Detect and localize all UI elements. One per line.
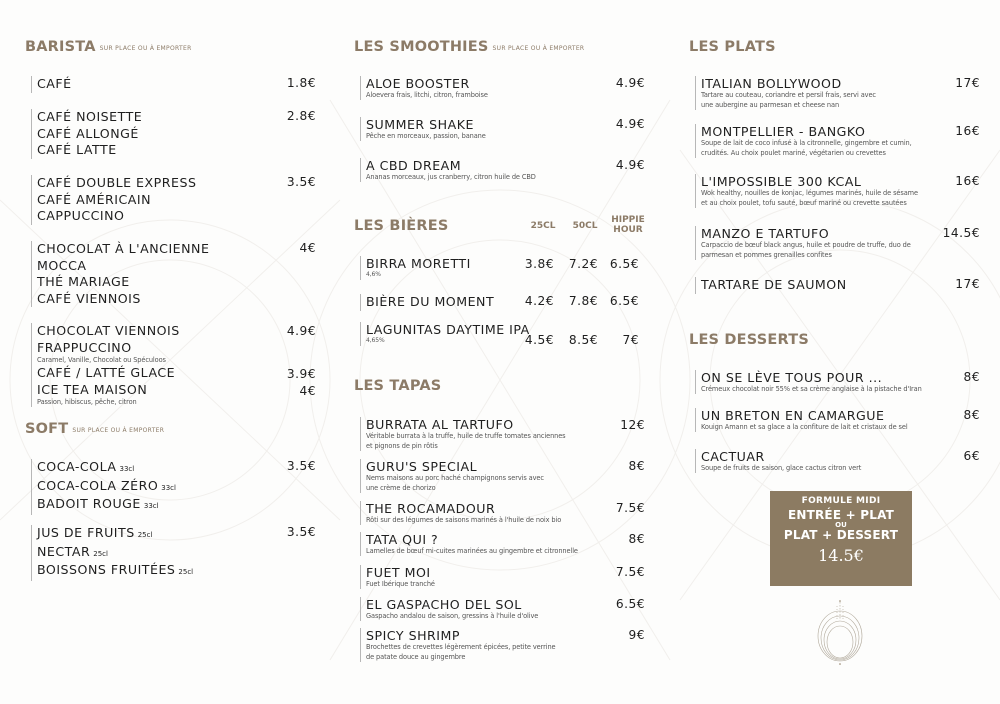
item-description: crudités. Au choix poulet mariné, végétarien ou crevettes: [701, 148, 886, 157]
price: 16€: [955, 174, 980, 188]
item-description: Pêche en morceaux, passion, banane: [366, 131, 486, 140]
item-description: Rôti sur des légumes de saisons marinés à l'huile de noix bio: [366, 515, 562, 524]
price: 6€: [963, 449, 980, 463]
price: 3.5€: [286, 175, 316, 189]
column-header-hippie-hour: HIPPIE HOUR: [611, 215, 645, 235]
item-name: ALOE BOOSTER: [366, 76, 470, 91]
menu-item: MOCCA: [37, 257, 87, 273]
tapas-item: [360, 532, 578, 556]
item-description: Lamelles de bœuf mi-cuites marinées au gingembre et citronnelle: [366, 546, 578, 555]
plat-item: [695, 124, 912, 158]
item-name: SUMMER SHAKE: [366, 117, 474, 132]
tapas-item: [360, 501, 561, 525]
column-header-25cl: 25CL: [530, 221, 556, 231]
menu-item: COCA-COLA ZÉRO 33cl: [37, 477, 176, 493]
tapas-item: [360, 628, 556, 662]
soft-subtitle: SUR PLACE OU À EMPORTER: [72, 427, 165, 434]
price-hippie-hour: 7€: [622, 333, 639, 347]
price-25cl: 4.5€: [524, 333, 554, 347]
barista-heading: [25, 39, 192, 55]
smoothie-item: [360, 117, 486, 141]
item-description: Tartare au couteau, coriandre et persil frais, servi avec: [701, 90, 876, 99]
menu-item: CAFÉ ALLONGÉ: [37, 125, 139, 141]
barista-group-4: [31, 241, 209, 307]
item-name: A CBD DREAM: [366, 158, 462, 173]
price: 8€: [628, 459, 645, 473]
smoothies-heading: [354, 39, 584, 55]
formule-midi-box: [770, 491, 912, 586]
soft-title: SOFT: [25, 421, 69, 437]
formule-title: FORMULE MIDI: [801, 496, 881, 506]
price: 1.8€: [286, 76, 316, 90]
price: 8€: [628, 532, 645, 546]
item-description: Fuet Ibérique tranché: [366, 579, 435, 588]
item-description: Caramel, Vanille, Chocolat ou Spéculoos: [37, 356, 166, 364]
barista-group-2: [31, 109, 142, 159]
beer-item: [360, 294, 494, 311]
price: 4€: [299, 241, 316, 255]
item-name: BIÈRE DU MOMENT: [366, 294, 495, 309]
smoothies-title: LES SMOOTHIES: [354, 39, 489, 55]
price: 12€: [620, 418, 645, 432]
soft-group-2: [31, 525, 193, 581]
dessert-item: [695, 408, 908, 432]
smoothie-item: [360, 76, 488, 100]
item-name: CACTUAR: [701, 449, 765, 464]
item-name: MANZO E TARTUFO: [701, 226, 830, 241]
price-50cl: 7.8€: [568, 294, 598, 308]
price: 16€: [955, 124, 980, 138]
bieres-heading: LES BIÈRES: [354, 218, 449, 234]
item-description: Crémeux chocolat noir 55% et sa crème anglaise à la pistache d'Iran: [701, 384, 922, 393]
item-abv: 4,6%: [366, 270, 381, 278]
item-name: MONTPELLIER - BANGKO: [701, 124, 866, 139]
smoothies-subtitle: SUR PLACE OU À EMPORTER: [492, 45, 585, 52]
price: 2.8€: [286, 109, 316, 123]
price-hippie-hour: 6.5€: [609, 257, 639, 271]
column-header-50cl: 50CL: [572, 221, 598, 231]
item-name: LAGUNITAS DAYTIME IPA: [366, 322, 530, 337]
menu-item: COCA-COLA 33cl: [37, 459, 135, 474]
tapas-item: [360, 459, 544, 493]
menu-item: CAFÉ: [37, 76, 72, 91]
tapas-item: [360, 597, 538, 621]
desserts-heading: LES DESSERTS: [689, 332, 809, 348]
item-description: Passion, hibiscus, pêche, citron: [37, 398, 137, 406]
formule-price: 14.5€: [818, 546, 864, 565]
menu-item: ICE TEA MAISON: [37, 381, 148, 397]
price: 8€: [963, 408, 980, 422]
barista-group-1: [31, 76, 72, 93]
smoothie-item: [360, 158, 536, 182]
price: 17€: [955, 277, 980, 291]
price: 14.5€: [942, 226, 980, 240]
price: 4.9€: [615, 117, 645, 131]
menu-item: FRAPPUCCINO: [37, 339, 132, 355]
menu-item: BADOIT ROUGE 33cl: [37, 496, 159, 511]
price: 3.9€: [286, 367, 316, 381]
barista-group-3: [31, 175, 196, 225]
plat-item: [695, 174, 918, 208]
item-name: TATA QUI ?: [366, 532, 439, 547]
price: 9€: [628, 628, 645, 642]
price-hippie-hour: 6.5€: [609, 294, 639, 308]
tapas-item: [360, 417, 566, 451]
item-name: ITALIAN BOLLYWOOD: [701, 76, 842, 91]
tapas-item: [360, 565, 435, 589]
item-description: Gaspacho andalou de saison, gressins à l'huile d'olive: [366, 611, 539, 620]
price-50cl: 7.2€: [568, 257, 598, 271]
item-description: et au choix poulet, tofu sauté, bœuf mariné ou crevette sautées: [701, 198, 907, 207]
item-description: Carpaccio de bœuf black angus, huile et poudre de truffe, duo de: [701, 240, 911, 249]
item-name: GURU'S SPECIAL: [366, 459, 478, 474]
formule-or: OU: [835, 521, 847, 529]
item-name: EL GASPACHO DEL SOL: [366, 597, 522, 612]
price: 7.5€: [615, 565, 645, 579]
price-25cl: 3.8€: [524, 257, 554, 271]
barista-subtitle: SUR PLACE OU À EMPORTER: [99, 45, 192, 52]
item-abv: 4,65%: [366, 336, 385, 344]
menu-item: CHOCOLAT À L'ANCIENNE: [37, 241, 210, 256]
price: 17€: [955, 76, 980, 90]
beer-item: [360, 322, 530, 346]
plats-heading: LES PLATS: [689, 39, 776, 55]
item-name: UN BRETON EN CAMARGUE: [701, 408, 885, 423]
price: 6.5€: [615, 597, 645, 611]
item-description: Aloevera frais, litchi, citron, framboise: [366, 90, 488, 99]
menu-item: CAFÉ DOUBLE EXPRESS: [37, 175, 197, 190]
item-description: une crème de chorizo: [366, 483, 436, 492]
plat-item: [695, 76, 876, 110]
item-description: Wok healthy, nouilles de konjac, légumes marinés, huile de sésame: [701, 188, 918, 197]
price: 4.9€: [615, 76, 645, 90]
plat-item: [695, 226, 911, 260]
price: 4.9€: [286, 324, 316, 338]
menu-item: CAFÉ NOISETTE: [37, 109, 143, 124]
formule-line-2: PLAT + DESSERT: [783, 528, 899, 542]
item-description: Soupe de lait de coco infusé à la citronnelle, gingembre et cumin,: [701, 138, 912, 147]
menu-item: BOISSONS FRUITÉES 25cl: [37, 562, 194, 577]
item-name: BIRRA MORETTI: [366, 256, 471, 271]
menu-item: CAFÉ LATTE: [37, 142, 117, 157]
beer-item: [360, 256, 471, 280]
item-description: Nems maisons au porc haché champignons servis avec: [366, 473, 544, 482]
soft-group-1: [31, 459, 176, 515]
menu-item: CHOCOLAT VIENNOIS: [37, 323, 180, 338]
item-description: Brochettes de crevettes légèrement épicées, petite verrine: [366, 642, 556, 651]
item-name: SPICY SHRIMP: [366, 628, 460, 643]
concentric-circles-logo-icon: [810, 598, 870, 666]
menu-item: THÉ MARIAGE: [37, 274, 130, 289]
item-description: parmesan et pommes grenailles confites: [701, 250, 832, 259]
item-description: Ananas morceaux, jus cranberry, citron huile de CBD: [366, 172, 536, 181]
barista-group-5: [31, 323, 180, 407]
item-name: FUET MOI: [366, 565, 431, 580]
barista-title: BARISTA: [25, 39, 96, 55]
price-50cl: 8.5€: [568, 333, 598, 347]
item-name: ON SE LÈVE TOUS POUR ...: [701, 370, 883, 385]
menu-item: NECTAR 25cl: [37, 543, 108, 559]
price: 3.5€: [286, 525, 316, 539]
item-description: de patate douce au gingembre: [366, 652, 466, 661]
dessert-item: [695, 370, 922, 394]
item-name: THE ROCAMADOUR: [366, 501, 496, 516]
menu-item: CAFÉ / LATTÉ GLACE: [37, 365, 176, 380]
item-description: et pignons de pin rôtis: [366, 441, 438, 450]
soft-heading: [25, 421, 164, 437]
menu-item: CAPPUCCINO: [37, 208, 125, 223]
price: 3.5€: [286, 459, 316, 473]
item-name: L'IMPOSSIBLE 300 KCAL: [701, 174, 862, 189]
price: 7.5€: [615, 501, 645, 515]
item-name: TARTARE DE SAUMON: [701, 277, 847, 292]
price: 4.9€: [615, 158, 645, 172]
price-25cl: 4.2€: [524, 294, 554, 308]
price: 8€: [963, 370, 980, 384]
price: 4€: [299, 384, 316, 398]
formule-line-1: ENTRÉE + PLAT: [787, 508, 895, 522]
item-description: Soupe de fruits de saison, glace cactus citron vert: [701, 463, 862, 472]
item-description: Véritable burrata à la truffe, huile de truffe tomates anciennes: [366, 431, 566, 440]
item-name: BURRATA AL TARTUFO: [366, 417, 514, 432]
menu-item: CAFÉ VIENNOIS: [37, 290, 141, 306]
item-description: Kouign Amann et sa glace a la confiture de lait et cristaux de sel: [701, 422, 908, 431]
menu-item: JUS DE FRUITS 25cl: [37, 525, 153, 540]
menu-item: CAFÉ AMÉRICAIN: [37, 191, 152, 207]
item-description: une aubergine au parmesan et cheese nan: [701, 100, 840, 109]
plat-item: [695, 277, 847, 294]
dessert-item: [695, 449, 861, 473]
tapas-heading: LES TAPAS: [354, 378, 442, 394]
